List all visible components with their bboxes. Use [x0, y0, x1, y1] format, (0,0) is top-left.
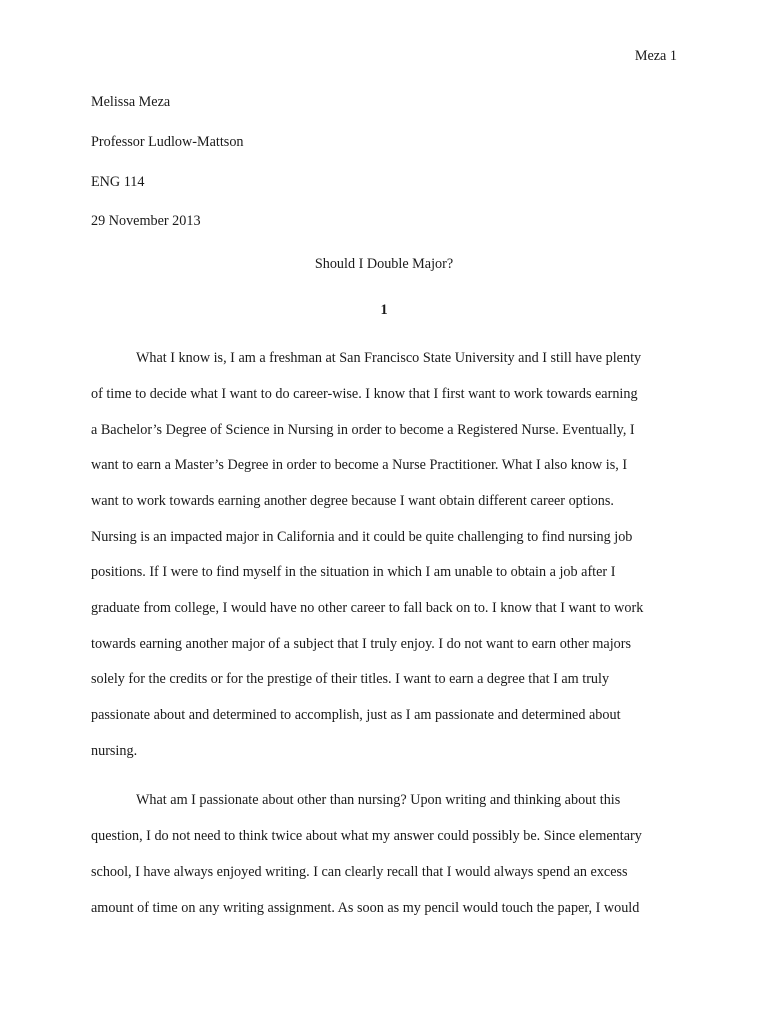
paragraph-line: towards earning another major of a subject that I truly enjoy. I do not want to earn other majors	[91, 636, 632, 652]
paragraph-line: of time to decide what I want to do career-wise. I know that I first want to work towards earning	[91, 386, 638, 402]
paragraph-line: solely for the credits or for the prestige of their titles. I want to earn a degree that I am truly	[91, 671, 610, 687]
essay-title: Should I Double Major?	[314, 256, 454, 272]
paragraph-line: positions. If I were to find myself in the situation in which I am unable to obtain a job after I	[91, 564, 616, 580]
section-number: 1	[380, 302, 388, 318]
professor-name: Professor Ludlow-Mattson	[91, 134, 244, 150]
paragraph-line: passionate about and determined to accomplish, just as I am passionate and determined about	[91, 707, 621, 723]
paragraph-line: What am I passionate about other than nursing? Upon writing and thinking about this	[136, 792, 621, 808]
course-name: ENG 114	[91, 174, 145, 190]
paragraph-line: school, I have always enjoyed writing. I can clearly recall that I would always spend an excess	[91, 864, 628, 880]
paragraph-line: want to earn a Master’s Degree in order to become a Nurse Practitioner. What I also know is, I	[91, 457, 628, 473]
paragraph-line: Nursing is an impacted major in California and it could be quite challenging to find nursing job	[91, 529, 633, 545]
page-header: Meza 1	[634, 48, 677, 64]
essay-date: 29 November 2013	[91, 213, 201, 229]
paragraph-line: What I know is, I am a freshman at San Francisco State University and I still have plenty	[136, 350, 642, 366]
paragraph-line: graduate from college, I would have no other career to fall back on to. I know that I want to work	[91, 600, 644, 616]
paragraph-line: amount of time on any writing assignment. As soon as my pencil would touch the paper, I would	[91, 900, 640, 916]
paragraph-line: nursing.	[91, 743, 138, 759]
paragraph-line: want to work towards earning another degree because I want obtain different career options.	[91, 493, 614, 509]
paragraph-line: question, I do not need to think twice about what my answer could possibly be. Since elementary	[91, 828, 642, 844]
author-name: Melissa Meza	[91, 94, 171, 110]
paragraph-line: a Bachelor’s Degree of Science in Nursing in order to become a Registered Nurse. Eventually, I	[91, 422, 635, 438]
